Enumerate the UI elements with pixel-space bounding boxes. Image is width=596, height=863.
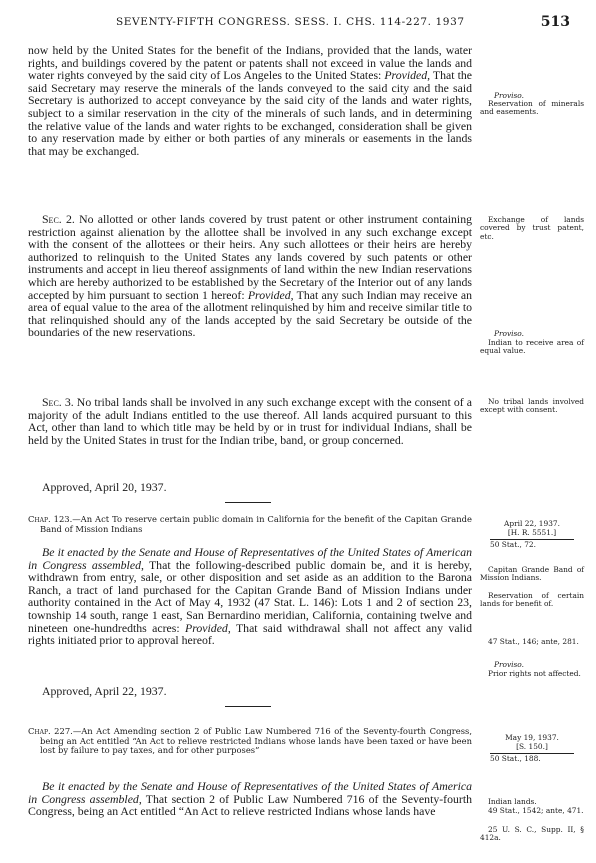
margin-proviso-3: Proviso. <box>494 660 524 669</box>
sec2-label: Sec. 2. <box>42 212 75 226</box>
running-title: SEVENTY-FIFTH CONGRESS. SESS. I. CHS. 114-227. 1937 <box>116 16 465 28</box>
margin-capitan: Capitan Grande Band of Mission Indians. <box>480 565 584 583</box>
chap-123-heading <box>28 515 472 534</box>
margin-usc-ref: 25 U. S. C., Supp. II, § 412a. <box>480 825 584 843</box>
divider-rule <box>225 706 271 707</box>
chap227-heading-text: —An Act Amending section 2 of Public Law Numbered 716 of the Seventy-fourth Congress, being an Act entitled “An Act to relieve restricted Indians whose lands have been taxed or have been lost by failure to pay taxes, and for other purposes” <box>40 726 472 756</box>
margin-exchange: Exchange of lands covered by trust patent, etc. <box>480 215 584 241</box>
approved-2: Approved, April 22, 1937. <box>42 684 167 698</box>
margin-prior-rights: Prior rights not affected. <box>488 669 581 678</box>
chap227-enacting-clause: Be it enacted by the Senate and House of Representatives of the United States of America in Congress assembled <box>28 779 472 806</box>
section-2 <box>28 213 472 339</box>
page-number: 513 <box>540 14 570 30</box>
margin-bill-227: [S. 150.] <box>516 742 548 751</box>
chap123-heading-text: —An Act To reserve certain public domain in California for the benefit of the Capitan Grande Band of Mission Indians <box>40 514 472 534</box>
divider-rule <box>225 502 271 503</box>
margin-proviso-2: Proviso. <box>494 329 524 338</box>
margin-reservation: Reservation of minerals and easements. <box>480 99 584 117</box>
chap227-text: , That section 2 of Public Law Numbered 716 of the Seventy-fourth Congress, being an Act entitled “An Act to relieve restricted Indians whose lands have <box>28 791 472 819</box>
approved-1: Approved, April 20, 1937. <box>42 480 167 494</box>
sec2-proviso: Provided <box>247 287 291 302</box>
chap123-text-b: , That said withdrawal shall not affect any valid rights initiated prior to approval hereof. <box>28 620 473 648</box>
margin-date-227: May 19, 1937. <box>505 733 559 742</box>
section-1-continuation <box>28 44 472 157</box>
sec3-label: Sec. 3. <box>42 395 74 409</box>
chap123-enacting-clause: Be it enacted by the Senate and House of Representatives of the United States of American in Congress assembled <box>28 545 472 572</box>
margin-reservation-cert: Reservation of certain lands for benefit of. <box>480 591 584 609</box>
margin-indian-receive: Indian to receive area of equal value. <box>480 338 584 356</box>
sec3-text: No tribal lands shall be involved in any such exchange except with the consent of a majority of the adult Indians entitled to the use thereof. All lands acquired pursuant to this Act, other than land to which title may be held by or in trust for individual Indians, shall be held by the United States in trust for the Indian tribe, band, or group concerned. <box>28 395 472 447</box>
margin-stat-ref: 47 Stat., 146; ante, 281. <box>488 637 579 646</box>
margin-stat-ref-2: 49 Stat., 1542; ante, 471. <box>488 806 584 815</box>
sec1-proviso: Provided <box>384 68 428 83</box>
margin-date-123: April 22, 1937. <box>504 519 560 528</box>
chap123-text-a: , That the following-described public domain be, and it is hereby, withdrawn from entry, sale, or other disposition and set aside as an addition to the Barona Ranch, a tract of land purchased for the Capitan Grande Band of Mission Indians under authority contained in the Act of May 4, 1932 (47 Stat. L. 146): Lots 1 and 2 of section 23, township 14 south, range 1 east, San Bernardino meridian, California, containing twelve and nineteen one-hundredths acres: <box>28 557 473 635</box>
sec1-text-a: now held by the United States for the benefit of the Indians, provided that the lands, water rights, and buildings covered by the patent or patents shall not exceed in value the lands and water rights conveyed by the said city of Los Angeles to the United States: <box>28 43 472 83</box>
sec2-text-b: , That any such Indian may receive an area of equal value to the area of the allotment relinquished by him and receive similar title to that relinquished should any of the lands accepted by the said Secretary be outside of the boundaries of the new reservations. <box>28 287 472 340</box>
sec1-text-b: , That the said Secretary may reserve the minerals of the lands conveyed to the said city and the said Secretary is authorized to accept conveyance by the said city of the lands and water rights, subject to a similar reservation in the city of the minerals of such lands, and in determining the relative value of the lands and water rights to be exchanged, consideration shall be given to any reservation made by either or both parties of any minerals or easements in the lands that may be exchanged. <box>28 68 472 158</box>
chap-227-heading <box>28 727 472 756</box>
margin-notes <box>480 0 584 863</box>
chap-227-body <box>28 780 472 818</box>
margin-bill-123: [H. R. 5551.] <box>507 528 557 537</box>
sec2-text-a: No allotted or other lands covered by trust patent or other instrument containing restriction against alienation by the allottee shall be involved in any such exchange except with the consent of the allottees or their heirs. Any such allottees or their heirs are hereby authorized to relinquish to the United States any lands covered by such patents or other instruments and accept in lieu thereof assignments of land within the new Indian reservations which are hereby authorized to be established by the Secretary of the Interior out of any lands accepted by him pursuant to section 1 hereof: <box>28 212 472 302</box>
chap123-proviso: Provided <box>185 620 228 635</box>
margin-indian-lands: Indian lands. <box>488 797 537 806</box>
chap-123-body <box>28 546 472 647</box>
chap123-label: Chap. 123. <box>28 514 73 524</box>
chap227-label: Chap. 227. <box>28 726 73 736</box>
margin-stat-227: 50 Stat., 188. <box>490 754 541 763</box>
margin-stat-123: 50 Stat., 72. <box>490 540 536 549</box>
section-3 <box>28 396 472 446</box>
margin-no-tribal: No tribal lands involved except with consent. <box>480 397 584 415</box>
margin-proviso-1: Proviso. <box>494 91 524 100</box>
